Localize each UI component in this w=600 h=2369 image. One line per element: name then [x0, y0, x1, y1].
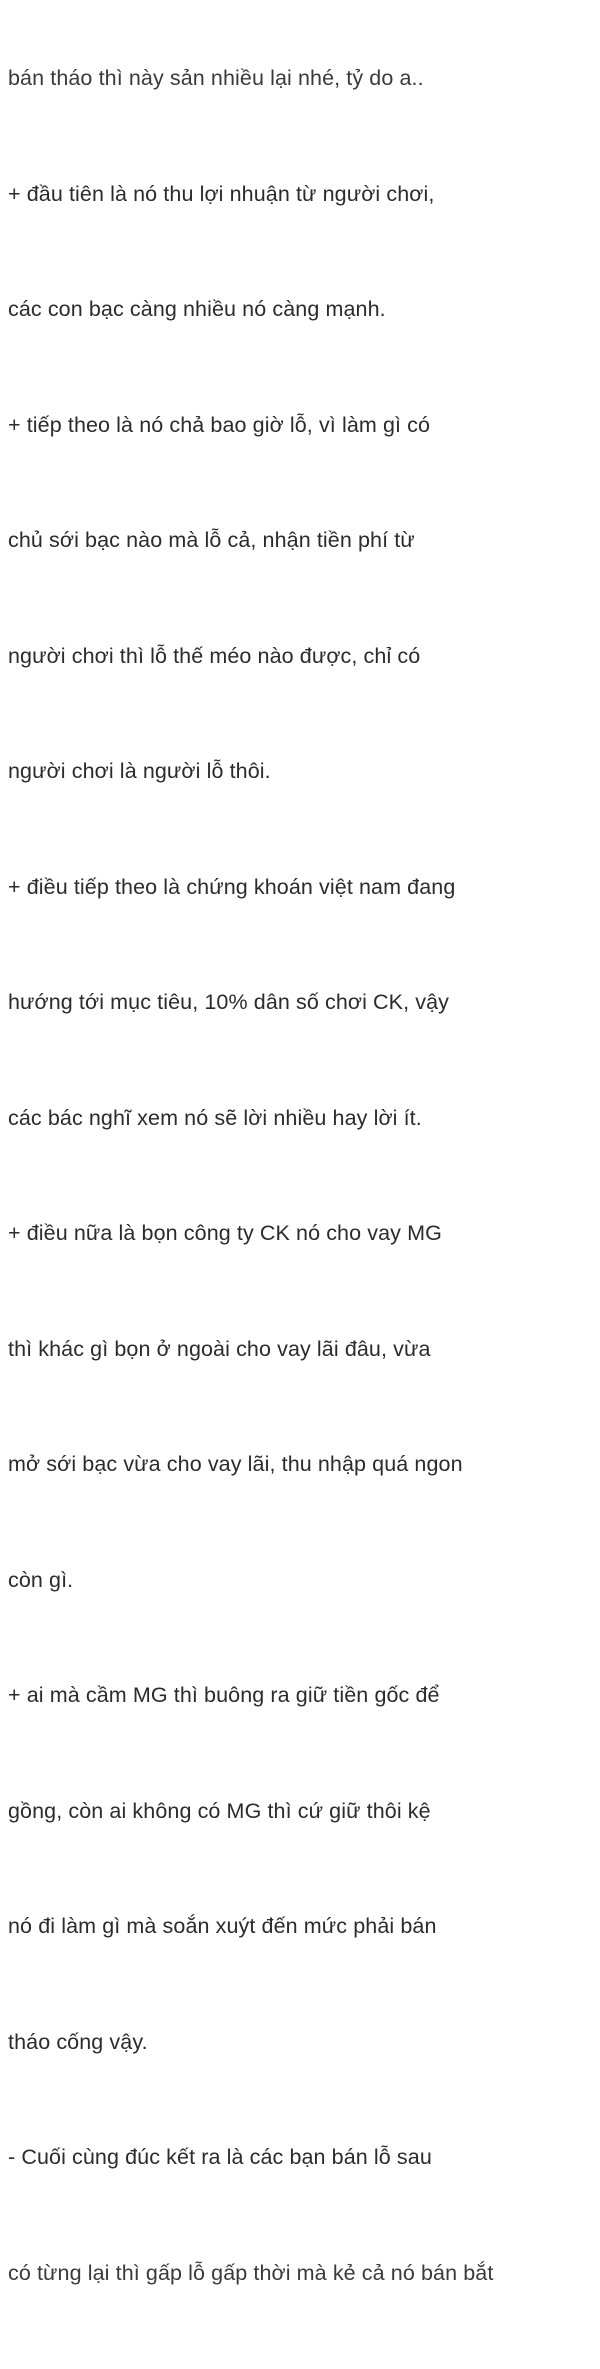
post-text-block [8, 0, 600, 2369]
text-line: + đầu tiên là nó thu lợi nhuận từ người chơi, [8, 181, 435, 206]
text-line: gồng, còn ai không có MG thì cứ giữ thôi kệ [8, 1798, 431, 1823]
text-line: - Cuối cùng đúc kết ra là các bạn bán lỗ sau [8, 2145, 432, 2169]
text-line: còn gì. [8, 1567, 74, 1592]
text-line: hướng tới mục tiêu, 10% dân số chơi CK, vậy [8, 990, 450, 1014]
text-line: + ai mà cầm MG thì buông ra giữ tiền gốc để [8, 1683, 440, 1707]
text-line: + điều nữa là bọn công ty CK nó cho vay MG [8, 1221, 442, 1245]
text-line: người chơi thì lỗ thế méo nào được, chỉ có [8, 643, 421, 668]
text-line: người chơi là người lỗ thôi. [8, 759, 271, 783]
text-line: nó đi làm gì mà soắn xuýt đến mức phải bán [8, 1914, 437, 1938]
text-line: bán tháo thì này sản nhiều lại nhé, tỷ do a.. [8, 66, 424, 90]
text-line: có từng lại thì gấp lỗ gấp thời mà kẻ cả nó bán bắt [8, 2260, 494, 2285]
text-line: các bác nghĩ xem nó sẽ lời nhiều hay lời ít. [8, 1105, 422, 1130]
text-line: + tiếp theo là nó chả bao giờ lỗ, vì làm gì có [8, 412, 431, 437]
text-line: thì khác gì bọn ở ngoài cho vay lãi đâu, vừa [8, 1336, 431, 1361]
text-line: + điều tiếp theo là chứng khoán việt nam đang [8, 874, 456, 899]
text-line: chủ sới bạc nào mà lỗ cả, nhận tiền phí từ [8, 528, 415, 552]
text-line: tháo cống vậy. [8, 2029, 148, 2054]
text-line: mở sới bạc vừa cho vay lãi, thu nhập quá ngon [8, 1452, 463, 1476]
text-line: các con bạc càng nhiều nó càng mạnh. [8, 297, 386, 321]
